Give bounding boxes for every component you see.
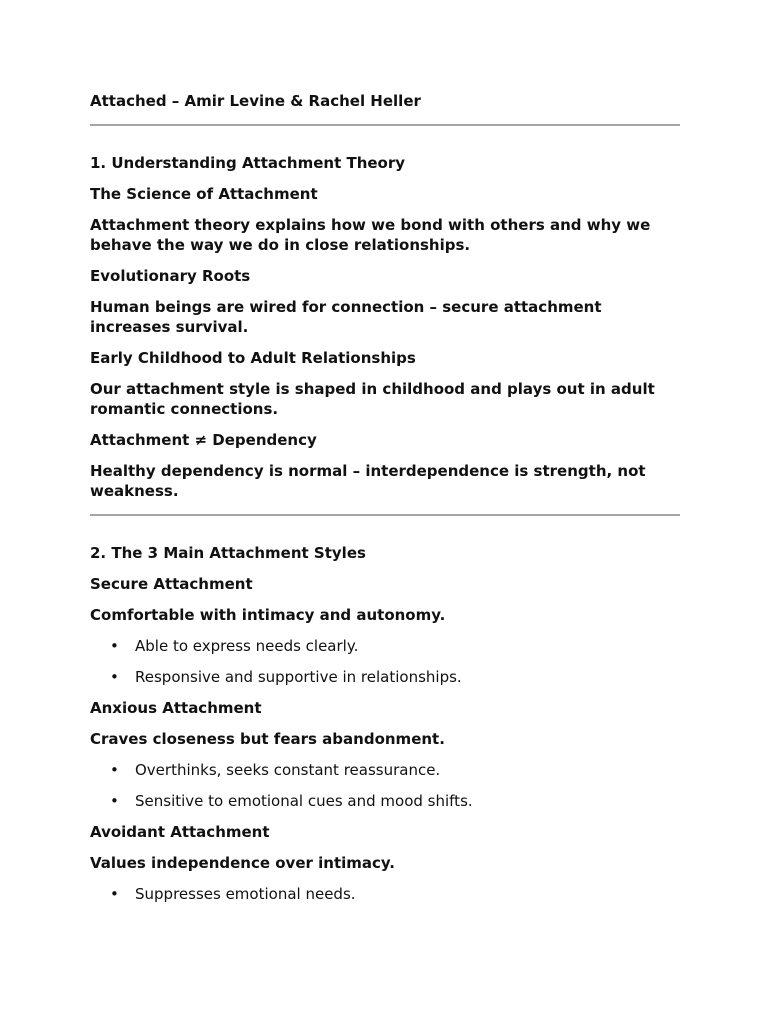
paragraph-evolutionary: Human beings are wired for connection – secure attachment increases survival.	[90, 298, 602, 336]
list-item	[90, 884, 680, 904]
document-title: Attached – Amir Levine & Rachel Heller	[90, 92, 421, 110]
document-page	[90, 91, 680, 904]
subheading-science: The Science of Attachment	[90, 185, 318, 203]
style-summary-anxious: Craves closeness but fears abandonment.	[90, 730, 445, 748]
list-item-text: Responsive and supportive in relationships.	[135, 668, 462, 686]
bullet-list-anxious	[90, 760, 680, 811]
bullet-icon: •	[110, 885, 119, 903]
list-item	[90, 791, 680, 811]
section-heading-1: 1. Understanding Attachment Theory	[90, 154, 406, 172]
subheading-evolutionary: Evolutionary Roots	[90, 267, 251, 285]
subheading-dependency: Attachment ≠ Dependency	[90, 431, 317, 449]
list-item	[90, 636, 680, 656]
list-item-text: Suppresses emotional needs.	[135, 885, 356, 903]
divider	[90, 124, 680, 126]
list-item	[90, 760, 680, 780]
bullet-icon: •	[110, 792, 119, 810]
style-name-anxious: Anxious Attachment	[90, 699, 262, 717]
list-item	[90, 667, 680, 687]
paragraph-dependency: Healthy dependency is normal – interdependence is strength, not weakness.	[90, 462, 646, 500]
style-name-avoidant: Avoidant Attachment	[90, 823, 270, 841]
bullet-icon: •	[110, 668, 119, 686]
list-item-text: Able to express needs clearly.	[135, 637, 359, 655]
style-name-secure: Secure Attachment	[90, 575, 253, 593]
subheading-childhood: Early Childhood to Adult Relationships	[90, 349, 416, 367]
paragraph-childhood: Our attachment style is shaped in childhood and plays out in adult romantic connections.	[90, 380, 655, 418]
list-item-text: Sensitive to emotional cues and mood shifts.	[135, 792, 473, 810]
list-item-text: Overthinks, seeks constant reassurance.	[135, 761, 441, 779]
style-summary-secure: Comfortable with intimacy and autonomy.	[90, 606, 446, 624]
style-summary-avoidant: Values independence over intimacy.	[90, 854, 396, 872]
bullet-list-avoidant	[90, 884, 680, 904]
section-heading-2: 2. The 3 Main Attachment Styles	[90, 544, 366, 562]
paragraph-science: Attachment theory explains how we bond with others and why we behave the way we do in close relationships.	[90, 216, 651, 254]
bullet-icon: •	[110, 637, 119, 655]
divider	[90, 514, 680, 516]
bullet-list-secure	[90, 636, 680, 687]
bullet-icon: •	[110, 761, 119, 779]
